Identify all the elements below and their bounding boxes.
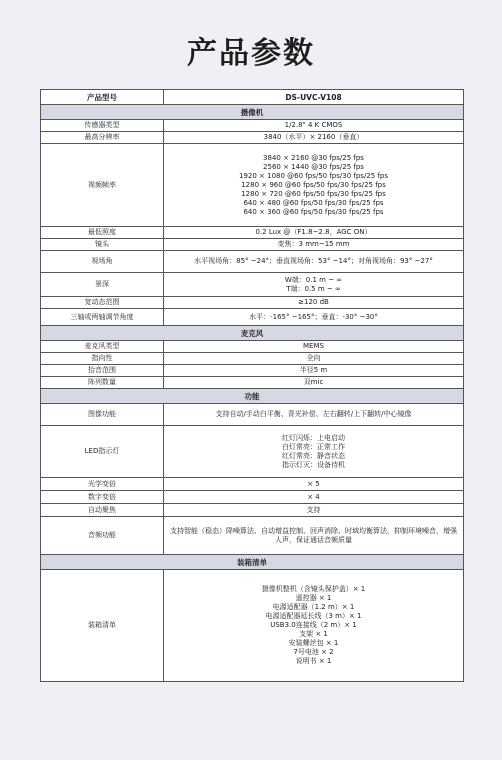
section-mic xyxy=(41,326,464,341)
table-row xyxy=(41,365,464,377)
section-title-camera: 摄像机 xyxy=(41,105,464,120)
pan-tilt-label: 三轴或两轴调节角度 xyxy=(41,309,164,326)
max-res-label: 最高分辨率 xyxy=(41,132,164,144)
dof-line: T端：0.5 m ~ ∞ xyxy=(286,284,341,293)
led-line: 白灯常亮：正常工作 xyxy=(282,442,345,451)
packing-item: USB3.0连接线（2 m）× 1 xyxy=(270,621,357,629)
digital-zoom-value: × 4 xyxy=(164,491,464,504)
section-packing xyxy=(41,555,464,570)
audio-label: 音频功能 xyxy=(41,517,164,555)
frame-rate-line: 640 × 360 @60 fps/50 fps/30 fps/25 fps xyxy=(243,207,384,216)
frame-rate-label: 视频帧率 xyxy=(41,144,164,227)
table-row xyxy=(41,478,464,491)
packing-values xyxy=(164,570,464,682)
frame-rate-line: 2560 × 1440 @30 fps/25 fps xyxy=(263,162,364,171)
packing-item: 7号电池 × 2 xyxy=(293,648,334,656)
array-label: 阵列数量 xyxy=(41,377,164,389)
packing-item: 支架 × 1 xyxy=(299,630,328,638)
frame-rate-line: 3840 × 2160 @30 fps/25 fps xyxy=(263,153,364,162)
table-row xyxy=(41,297,464,309)
packing-label: 装箱清单 xyxy=(41,570,164,682)
dof-values xyxy=(164,273,464,297)
fov-label: 视场角 xyxy=(41,251,164,273)
table-row xyxy=(41,251,464,273)
packing-item: 电源适配器延长线（3 m）× 1 xyxy=(265,612,362,620)
packing-item: 遥控器 × 1 xyxy=(295,594,332,602)
page-title: 产品参数 xyxy=(187,36,315,71)
model-value: DS-UVC-V108 xyxy=(164,90,464,105)
array-value: 双mic xyxy=(164,377,464,389)
table-row xyxy=(41,426,464,478)
table-row xyxy=(41,132,464,144)
mic-type-value: MEMS xyxy=(164,341,464,353)
packing-item: 摄像机整机（含镜头保护盖）× 1 xyxy=(261,585,366,593)
table-row xyxy=(41,570,464,682)
section-title-features: 功能 xyxy=(41,389,464,404)
led-label: LED指示灯 xyxy=(41,426,164,478)
fov-value: 水平视场角：85° ~24°；垂直视场角：53° ~14°；对角视场角：93° ~27° xyxy=(164,251,464,273)
table-row xyxy=(41,239,464,251)
min-illum-value: 0.2 Lux @（F1.8~2.8，AGC ON） xyxy=(164,227,464,239)
autofocus-value: 支持 xyxy=(164,504,464,517)
mic-type-label: 麦克风类型 xyxy=(41,341,164,353)
table-row xyxy=(41,273,464,297)
lens-value: 变焦：3 mm~15 mm xyxy=(164,239,464,251)
section-title-mic: 麦克风 xyxy=(41,326,464,341)
table-row xyxy=(41,353,464,365)
frame-rate-line: 640 × 480 @60 fps/50 fps/30 fps/25 fps xyxy=(243,198,384,207)
digital-zoom-label: 数字变倍 xyxy=(41,491,164,504)
table-row xyxy=(41,377,464,389)
image-func-value: 支持自动/手动白平衡、背光补偿、左右翻转/上下翻转/中心镜像 xyxy=(164,404,464,426)
table-row xyxy=(41,227,464,239)
directivity-value: 全向 xyxy=(164,353,464,365)
autofocus-label: 自动聚焦 xyxy=(41,504,164,517)
frame-rate-values xyxy=(164,144,464,227)
audio-value xyxy=(164,517,464,555)
audio-text: 支持智能（稳态）降噪算法、自动增益控制、回声消除、时域均衡算法，抑制环境噪音，增强人声，保证通话音频质量 xyxy=(170,526,457,544)
section-features xyxy=(41,389,464,404)
optical-zoom-value: × 5 xyxy=(164,478,464,491)
section-title-packing: 装箱清单 xyxy=(41,555,464,570)
packing-item: 安装螺丝包 × 1 xyxy=(288,639,339,647)
led-line: 红灯闪烁：上电启动 xyxy=(282,433,345,442)
table-header-row xyxy=(41,90,464,105)
wdr-value: ≥120 dB xyxy=(164,297,464,309)
pan-tilt-value: 水平：-165° ~165°；垂直：-30° ~30° xyxy=(164,309,464,326)
model-label: 产品型号 xyxy=(41,90,164,105)
table-row xyxy=(41,504,464,517)
sensor-label: 传感器类型 xyxy=(41,120,164,132)
dof-label: 景深 xyxy=(41,273,164,297)
optical-zoom-label: 光学变倍 xyxy=(41,478,164,491)
frame-rate-line: 1280 × 960 @60 fps/50 fps/30 fps/25 fps xyxy=(241,180,386,189)
lens-label: 镜头 xyxy=(41,239,164,251)
table-row xyxy=(41,517,464,555)
spec-table xyxy=(40,89,464,682)
table-row xyxy=(41,404,464,426)
wdr-label: 宽动态范围 xyxy=(41,297,164,309)
pickup-label: 拾音范围 xyxy=(41,365,164,377)
led-line: 指示灯灭：设备待机 xyxy=(282,460,345,469)
led-line: 红灯常亮：静音状态 xyxy=(282,451,345,460)
directivity-label: 指向性 xyxy=(41,353,164,365)
dof-line: W端：0.1 m ~ ∞ xyxy=(284,275,343,284)
pickup-value: 半径5 m xyxy=(164,365,464,377)
image-func-label: 图像功能 xyxy=(41,404,164,426)
sensor-value: 1/2.8" 4 K CMOS xyxy=(164,120,464,132)
led-values xyxy=(164,426,464,478)
table-row xyxy=(41,309,464,326)
max-res-value: 3840（水平）× 2160（垂直） xyxy=(164,132,464,144)
packing-item: 说明书 × 1 xyxy=(295,657,332,665)
min-illum-label: 最低照度 xyxy=(41,227,164,239)
table-row xyxy=(41,341,464,353)
packing-item: 电源适配器（1.2 m）× 1 xyxy=(272,603,355,611)
table-row xyxy=(41,120,464,132)
section-camera xyxy=(41,105,464,120)
table-row xyxy=(41,491,464,504)
table-row xyxy=(41,144,464,227)
frame-rate-line: 1920 × 1080 @60 fps/50 fps/30 fps/25 fps xyxy=(239,171,388,180)
frame-rate-line: 1280 × 720 @60 fps/50 fps/30 fps/25 fps xyxy=(241,189,386,198)
